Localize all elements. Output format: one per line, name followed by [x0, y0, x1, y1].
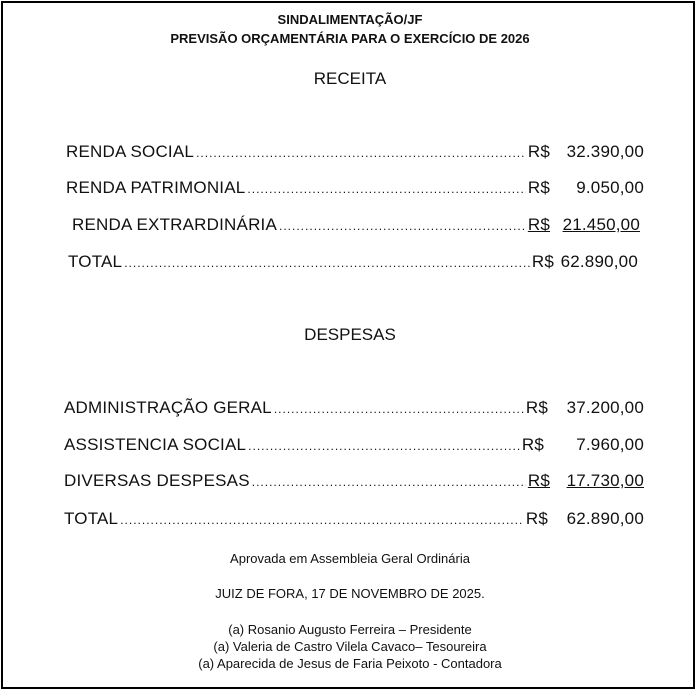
receita-row-renda-patrimonial	[66, 178, 644, 198]
row-currency: R$	[521, 435, 544, 454]
row-amount: 32.390,00	[566, 142, 644, 161]
row-label: RENDA PATRIMONIAL	[66, 178, 246, 197]
row-amount: 21.450,00	[562, 215, 640, 234]
despesas-row-diversas-despesas	[64, 471, 644, 491]
row-label: ASSISTENCIA SOCIAL	[64, 435, 247, 454]
row-label: TOTAL	[64, 509, 119, 528]
signature-tesoureira: (a) Valeria de Castro Vilela Cavaco– Tesoureira	[213, 639, 487, 654]
leader-dots	[247, 182, 525, 196]
row-currency: R$	[525, 398, 548, 417]
row-label: ADMINISTRAÇÃO GERAL	[64, 398, 272, 417]
approval-note: Aprovada em Assembleia Geral Ordinária	[230, 551, 470, 566]
receita-heading: RECEITA	[313, 69, 387, 88]
row-label: RENDA EXTRARDINÁRIA	[72, 215, 278, 234]
despesas-row-administracao-geral	[64, 398, 644, 418]
row-currency: R$	[527, 471, 550, 490]
leader-dots	[120, 513, 524, 527]
row-amount: 7.960,00	[576, 435, 644, 454]
row-amount: 62.890,00	[566, 509, 644, 528]
row-label: RENDA SOCIAL	[66, 142, 195, 161]
org-name: SINDALIMENTAÇÃO/JF	[277, 12, 423, 27]
document-title: PREVISÃO ORÇAMENTÁRIA PARA O EXERCÍCIO DE 2026	[170, 31, 530, 46]
despesas-heading: DESPESAS	[304, 325, 396, 344]
row-currency: R$	[531, 252, 554, 271]
row-label: TOTAL	[68, 252, 123, 271]
row-currency: R$	[527, 215, 550, 234]
row-label: DIVERSAS DESPESAS	[64, 471, 250, 490]
leader-dots	[196, 146, 526, 160]
signature-presidente: (a) Rosanio Augusto Ferreira – Presidente	[228, 622, 472, 637]
receita-row-renda-social	[66, 142, 644, 162]
signature-contadora: (a) Aparecida de Jesus de Faria Peixoto - Contadora	[198, 656, 502, 671]
leader-dots	[124, 256, 530, 270]
despesas-row-assistencia-social	[64, 435, 644, 455]
row-amount: 37.200,00	[566, 398, 644, 417]
leader-dots	[279, 219, 526, 233]
receita-row-renda-extraordinaria	[72, 215, 640, 235]
row-amount: 9.050,00	[576, 178, 644, 197]
leader-dots	[274, 402, 524, 416]
row-currency: R$	[525, 509, 548, 528]
place-date: JUIZ DE FORA, 17 DE NOVEMBRO DE 2025.	[215, 586, 485, 601]
leader-dots	[248, 439, 520, 453]
row-currency: R$	[527, 178, 550, 197]
row-amount: 17.730,00	[566, 471, 644, 490]
receita-row-total	[68, 252, 638, 272]
leader-dots	[252, 475, 526, 489]
row-currency: R$	[527, 142, 550, 161]
despesas-row-total	[64, 509, 644, 529]
row-amount: 62.890,00	[560, 252, 638, 271]
